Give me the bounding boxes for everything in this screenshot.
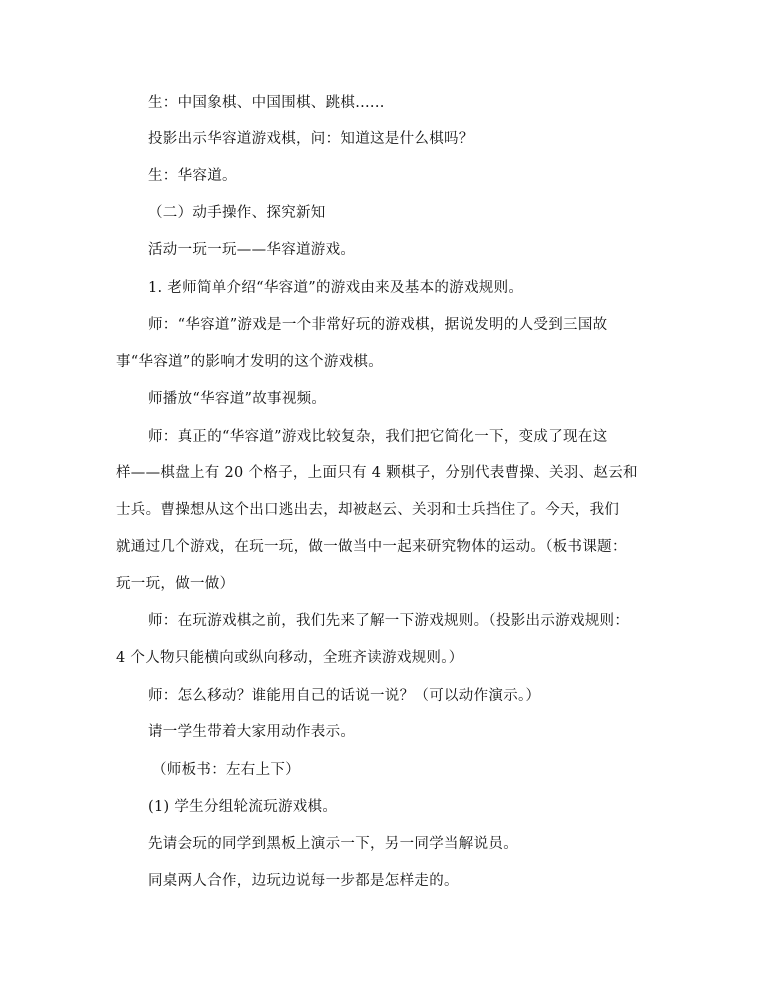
paragraph-line: 4 个人物只能横向或纵向移动，全班齐读游戏规则。）: [116, 650, 464, 666]
paragraph-line: 师播放“华容道”故事视频。: [148, 391, 327, 407]
paragraph-line: 先请会玩的同学到黑板上演示一下，另一同学当解说员。: [148, 836, 518, 852]
paragraph-line: 生：华容道。: [148, 168, 237, 184]
paragraph-line: 请一学生带着大家用动作表示。: [148, 724, 356, 740]
paragraph-line: (1) 学生分组轮流玩游戏棋。: [148, 799, 338, 815]
paragraph-line: 活动一玩一玩——华容道游戏。: [148, 242, 356, 258]
section-heading: （二）动手操作、探究新知: [148, 205, 326, 221]
paragraph-line: 玩一玩，做一做）: [116, 576, 235, 592]
paragraph-line: 生：中国象棋、中国围棋、跳棋......: [148, 95, 385, 111]
paragraph-line: 师：在玩游戏棋之前，我们先来了解一下游戏规则。（投影出示游戏规则：: [148, 613, 630, 629]
paragraph-line: 士兵。曹操想从这个出口逃出去，却被赵云、关羽和士兵挡住了。今天，我们: [116, 502, 620, 518]
paragraph-line: 就通过几个游戏，在玩一玩，做一做当中一起来研究物体的运动。（板书课题：: [116, 539, 627, 555]
paragraph-line: 师：真正的“华容道”游戏比较复杂，我们把它简化一下，变成了现在这: [148, 429, 608, 445]
paragraph-line: 事“华容道”的影响才发明的这个游戏棋。: [116, 354, 384, 370]
paragraph-line: 1. 老师简单介绍“华容道”的游戏由来及基本的游戏规则。: [148, 280, 524, 296]
paragraph-line: 同桌两人合作，边玩边说每一步都是怎样走的。: [148, 873, 459, 889]
paragraph-line: 师：怎么移动？谁能用自己的话说一说？（可以动作演示。）: [148, 688, 541, 704]
paragraph-line: 样——棋盘上有 20 个格子，上面只有 4 颗棋子，分别代表曹操、关羽、赵云和: [116, 465, 638, 481]
paragraph-line: 投影出示华容道游戏棋，问：知道这是什么棋吗？: [148, 131, 474, 147]
paragraph-line: 师：“华容道”游戏是一个非常好玩的游戏棋，据说发明的人受到三国故: [148, 317, 608, 333]
paragraph-line: （师板书：左右上下）: [152, 762, 300, 778]
